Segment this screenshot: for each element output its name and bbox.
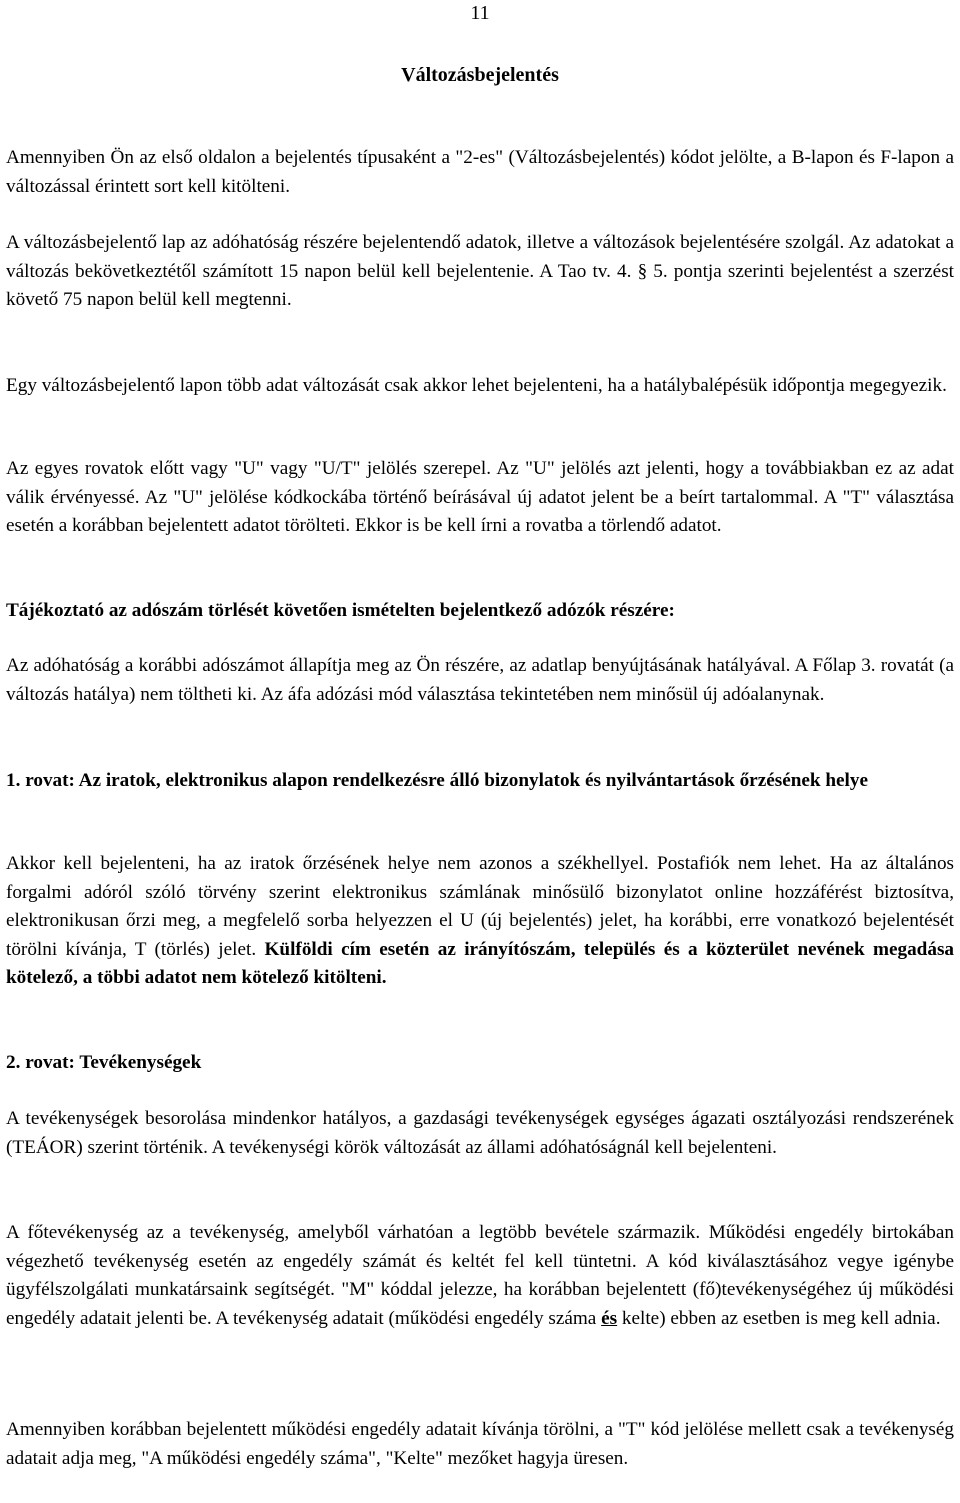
rovat-1-heading: 1. rovat: Az iratok, elektronikus alapon rendelkezésre álló bizonylatok és nyilvántartások őrzésének helye xyxy=(6,770,868,791)
rovat-2-paragraph-1: A tevékenységek besorolása mindenkor hatályos, a gazdasági tevékenységek egységes ágazati osztályozási rendszerének (TEÁOR) szerint történik. A tevékenységi körök változását az állami adóhatóságnál kell bejelenteni. xyxy=(6,1108,954,1158)
page-title: Változásbejelentés xyxy=(401,64,559,86)
rovat-1-bold-text: Külföldi cím esetén az irányítószám, település és a közterület nevének megadása kötelező, a többi adatot nem kötelező kitölteni. xyxy=(6,938,954,989)
rovat-2-heading: 2. rovat: Tevékenységek xyxy=(6,1052,202,1073)
section-sign: § xyxy=(637,260,648,282)
rovat-2-paragraph-3: Amennyiben korábban bejelentett működési engedély adatait kívánja törölni, a "T" kód jelölése mellett csak a tevékenység adatait adja meg, "A működési engedély száma", "Kelte" mezőket hagyja üresen. xyxy=(6,1419,954,1469)
emphasized-es: és xyxy=(601,1307,618,1329)
rovat-1-paragraph xyxy=(6,850,954,993)
intro-paragraph-2 xyxy=(6,229,954,315)
page-number: 11 xyxy=(470,2,490,24)
rovat-2-paragraph-2-text-a: A főtevékenység az a tevékenység, amelyből várhatóan a legtöbb bevétele származik. Működési engedély birtokában végezhető tevékenység esetén az engedély számát és keltét fel kell tüntetni. A kód kiválasztásához vegye igénybe ügyfélszolgálati munkatársaink segítségét. "M" kóddal jelezze, ha korábban bejelentett (fő)tevékenységéhez új működési engedély adatait jelenti be. A tevékenység adatait (működési engedély száma xyxy=(6,1222,954,1329)
rovat-2-paragraph-2-text-b: kelte) ebben az esetben is meg kell adnia. xyxy=(617,1307,941,1329)
intro-paragraph-2-text-a: A változásbejelentő lap az adóhatóság részére bejelentendő adatok, illetve a változások bejelentésére szolgál. Az adatokat a változás bekövetkeztétől számított 15 napon belül kell bejelentenie. A Tao tv. 4. xyxy=(6,232,954,282)
info-heading: Tájékoztató az adószám törlését követően ismételten bejelentkező adózók részére: xyxy=(6,600,675,621)
intro-paragraph-2-text-b: 5. pontja szerinti bejelentést a szerzést követő 75 napon belül kell megtenni. xyxy=(6,260,955,311)
info-paragraph: Az adóhatóság a korábbi adószámot állapítja meg az Ön részére, az adatlap benyújtásának hatályával. A Főlap 3. rovatát (a változás hatálya) nem töltheti ki. Az áfa adózási mód választása tekintetében nem minősül új adóalanynak. xyxy=(6,655,954,705)
intro-paragraph-4: Az egyes rovatok előtt vagy "U" vagy "U/T" jelölés szerepel. Az "U" jelölés azt jelenti, hogy a továbbiakban ez az adat válik érvényessé. Az "U" jelölése kódkockába történő beírásával új adatot jelent be a beírt tartalommal. A "T" választása esetén a korábban bejelentett adatot törölteti. Ekkor is be kell írni a rovatba a törlendő adatot. xyxy=(6,458,954,537)
intro-paragraph-1: Amennyiben Ön az első oldalon a bejelentés típusaként a "2-es" (Változásbejelentés) kódot jelölte, a B-lapon és F-lapon a változással érintett sort kell kitölteni. xyxy=(6,147,954,197)
intro-paragraph-3: Egy változásbejelentő lapon több adat változását csak akkor lehet bejelenteni, ha a hatálybalépésük időpontja megegyezik. xyxy=(6,375,947,396)
rovat-1-text: Akkor kell bejelenteni, ha az iratok őrzésének helye nem azonos a székhellyel. Postafiók nem lehet. Ha az általános forgalmi adóról szóló törvény szerint elektronikus számlának minősülő bizonylatot online hozzáférést biztosítva, elektronikusan őrzi meg, a megfelelő sorba helyezzen el U (új bejelentés) jelet, ha korábbi, erre vonatkozó bejelentését törölni kívánja, T (törlés) jelet. xyxy=(6,853,954,960)
rovat-2-paragraph-2 xyxy=(6,1219,954,1333)
